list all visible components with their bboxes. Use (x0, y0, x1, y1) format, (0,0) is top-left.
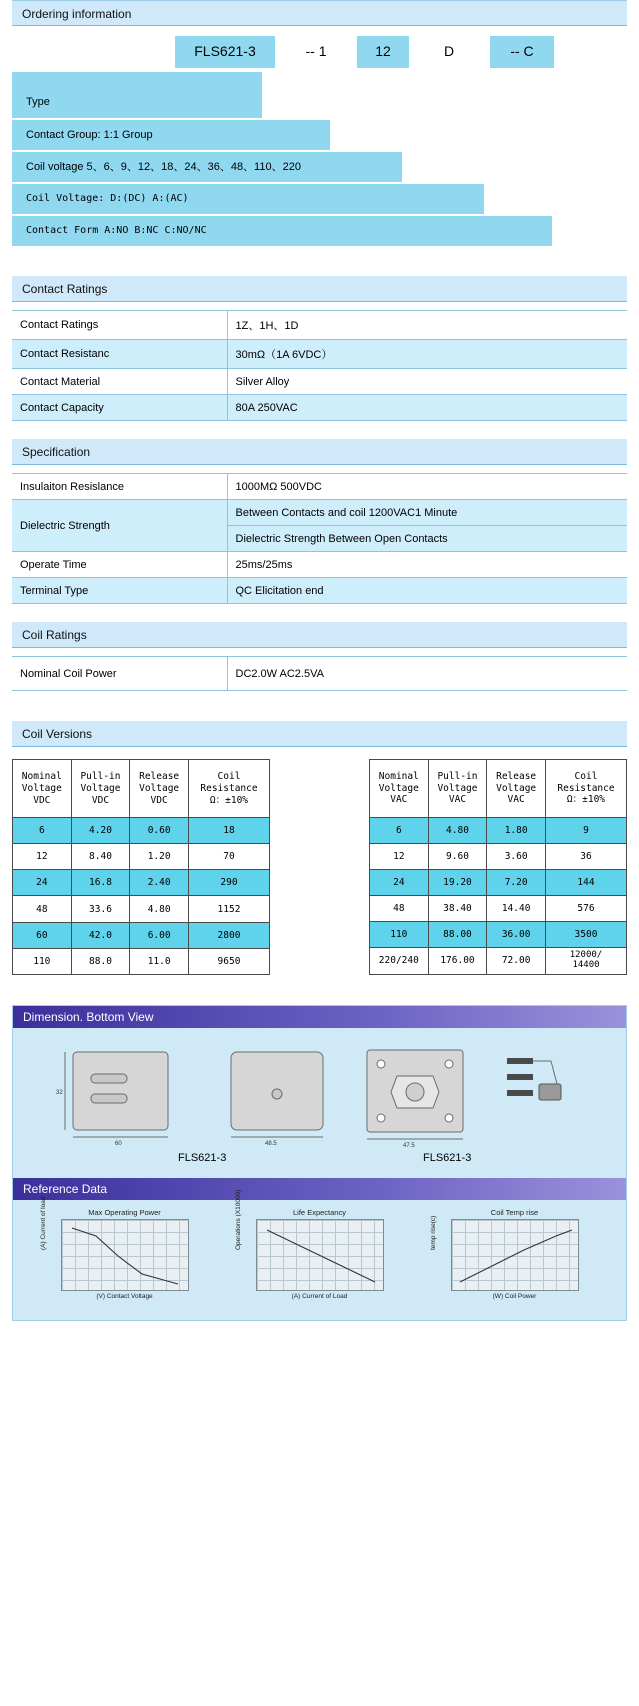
coil-ac-cell: 9.60 (428, 844, 487, 870)
chart-xlabel-2: (W) Coil Power (492, 1292, 537, 1300)
section-header-contact-ratings: Contact Ratings (12, 276, 627, 302)
dimension-side-view-figure (53, 1042, 193, 1152)
coil-dc-cell: 8.40 (71, 844, 130, 870)
contact-ratings-table (12, 310, 627, 421)
ordering-legend-contact-form: Contact Form A:NO B:NC C:NO/NC (12, 216, 552, 246)
dimension-block (12, 1005, 627, 1321)
table-row (370, 948, 627, 975)
table-header-row (370, 760, 627, 818)
dimension-caption-0: FLS621-3 (178, 1151, 227, 1164)
coil-ac-cell: 12000/ 14400 (545, 948, 626, 975)
chart-coil-temp-rise (430, 1208, 600, 1312)
contact-ratings-value-2: Silver Alloy (227, 369, 627, 395)
spacer (0, 421, 639, 439)
coil-dc-cell: 24 (13, 870, 72, 896)
coil-dc-cell: 70 (188, 844, 269, 870)
table-row (13, 818, 270, 844)
table-row (12, 474, 627, 500)
spec-value-3: QC Elicitation end (227, 578, 627, 604)
dimension-front-view-figure (213, 1042, 353, 1152)
coil-dc-cell: 4.20 (71, 818, 130, 844)
coil-ac-cell: 176.00 (428, 948, 487, 975)
coil-ac-cell: 4.80 (428, 818, 487, 844)
chart-ylabel-2: temp rise(c) (429, 1215, 437, 1250)
spec-label-2: Operate Time (12, 552, 227, 578)
table-row (12, 578, 627, 604)
contact-ratings-value-0: 1Z、1H、1D (227, 311, 627, 340)
ordering-legend-type: Type (12, 72, 262, 118)
section-header-dimension: Dimension. Bottom View (13, 1006, 626, 1028)
chart-curve-1 (257, 1220, 385, 1292)
coil-ratings-table (12, 656, 627, 691)
chart-curve-0 (62, 1220, 190, 1292)
spec-label-3: Terminal Type (12, 578, 227, 604)
ordering-legend-coil-voltage: Coil voltage 5、6、9、12、18、24、36、48、110、220 (12, 152, 402, 182)
coil-dc-header-0: Nominal Voltage VDC (13, 760, 72, 818)
coil-ac-cell: 1.80 (487, 818, 546, 844)
order-code-contact-group: -- 1 (305, 43, 327, 59)
coil-ac-cell: 110 (370, 922, 429, 948)
dimension-caption-1: FLS621-3 (423, 1151, 472, 1164)
table-row (12, 657, 627, 691)
ordering-legend-voltage-type: Coil Voltage: D:(DC) A:(AC) (12, 184, 484, 214)
chart-title-1: Life Expectancy (293, 1207, 346, 1217)
coil-ac-cell: 9 (545, 818, 626, 844)
ordering-code-row (12, 26, 627, 72)
table-header-row (13, 760, 270, 818)
coil-dc-header-1: Pull-in Voltage VDC (71, 760, 130, 818)
coil-ac-cell: 144 (545, 870, 626, 896)
order-code-contact-form: -- C (490, 36, 554, 68)
coil-ac-cell: 88.00 (428, 922, 487, 948)
contact-ratings-label-1: Contact Resistanc (12, 340, 227, 369)
chart-ylabel-1: Operations (X10000) (234, 1189, 242, 1250)
table-row (370, 844, 627, 870)
coil-ac-header-3: Coil Resistance Ω：±10% (545, 760, 626, 818)
chart-title-0: Max Operating Power (88, 1207, 161, 1217)
section-header-coil-ratings: Coil Ratings (12, 622, 627, 648)
chart-ylabel-0: (A) Current of load (39, 1196, 47, 1250)
table-row (13, 922, 270, 948)
reference-data-charts (13, 1189, 626, 1320)
coil-dc-cell: 33.6 (71, 896, 130, 922)
coil-dc-cell: 1.20 (130, 844, 189, 870)
spec-value-1b: Dielectric Strength Between Open Contacts (227, 526, 627, 552)
coil-dc-cell: 12 (13, 844, 72, 870)
spacer (0, 691, 639, 721)
coil-dc-cell: 42.0 (71, 922, 130, 948)
spec-label-0: Insulaiton Resislance (12, 474, 227, 500)
coil-ac-cell: 38.40 (428, 896, 487, 922)
coil-ratings-value-0: DC2.0W AC2.5VA (227, 657, 627, 691)
coil-ac-cell: 6 (370, 818, 429, 844)
coil-ac-cell: 7.20 (487, 870, 546, 896)
table-row (13, 844, 270, 870)
contact-ratings-label-0: Contact Ratings (12, 311, 227, 340)
chart-plot-2 (451, 1219, 579, 1291)
table-row (370, 922, 627, 948)
table-row (12, 500, 627, 526)
chart-plot-1 (256, 1219, 384, 1291)
order-code-voltage-type: D (443, 43, 455, 59)
coil-versions-ac-table (369, 759, 627, 975)
dimension-terminal-figure (493, 1050, 583, 1140)
order-code-coil-voltage: 12 (357, 36, 409, 68)
section-header-reference: Reference Data (13, 1178, 626, 1200)
svg-text:32: 32 (56, 1089, 63, 1096)
table-row (12, 311, 627, 340)
coil-dc-cell: 16.8 (71, 870, 130, 896)
chart-life-expectancy (234, 1189, 405, 1312)
coil-ac-header-2: Release Voltage VAC (487, 760, 546, 818)
ordering-legend-rows (12, 72, 627, 246)
coil-ac-header-0: Nominal Voltage VAC (370, 760, 429, 818)
spec-label-1: Dielectric Strength (12, 500, 227, 552)
svg-text:47.5: 47.5 (403, 1142, 415, 1149)
spec-value-1a: Between Contacts and coil 1200VAC1 Minute (227, 500, 627, 526)
section-header-ordering: Ordering information (12, 0, 627, 26)
coil-ac-cell: 12 (370, 844, 429, 870)
coil-ac-cell: 24 (370, 870, 429, 896)
coil-dc-header-3: Coil Resistance Ω：±10% (188, 760, 269, 818)
coil-ac-cell: 36 (545, 844, 626, 870)
chart-xlabel-1: (A) Current of Load (291, 1292, 348, 1300)
spacer (0, 975, 639, 1005)
coil-versions-tables (12, 759, 627, 975)
coil-dc-cell: 1152 (188, 896, 269, 922)
coil-dc-cell: 60 (13, 922, 72, 948)
table-row (13, 870, 270, 896)
coil-ac-cell: 19.20 (428, 870, 487, 896)
table-row (370, 870, 627, 896)
coil-dc-cell: 88.0 (71, 948, 130, 974)
coil-dc-cell: 11.0 (130, 948, 189, 974)
coil-ac-cell: 3.60 (487, 844, 546, 870)
coil-dc-cell: 48 (13, 896, 72, 922)
coil-dc-cell: 9650 (188, 948, 269, 974)
ordering-legend-contact-group: Contact Group: 1:1 Group (12, 120, 330, 150)
table-row (13, 896, 270, 922)
spec-value-0: 1000MΩ 500VDC (227, 474, 627, 500)
table-row (12, 340, 627, 369)
order-code-type: FLS621-3 (175, 36, 275, 68)
spacer (0, 604, 639, 622)
table-row (12, 395, 627, 421)
svg-text:48.5: 48.5 (265, 1140, 277, 1147)
dimension-figures (13, 1028, 626, 1178)
table-row (370, 818, 627, 844)
coil-ac-cell: 576 (545, 896, 626, 922)
contact-ratings-value-1: 30mΩ（1A 6VDC） (227, 340, 627, 369)
coil-ac-cell: 48 (370, 896, 429, 922)
svg-text:60: 60 (115, 1140, 122, 1147)
chart-curve-2 (452, 1220, 580, 1292)
table-row (12, 552, 627, 578)
coil-ac-cell: 3500 (545, 922, 626, 948)
coil-dc-cell: 6 (13, 818, 72, 844)
coil-ac-header-1: Pull-in Voltage VAC (428, 760, 487, 818)
chart-xlabel-0: (V) Contact Voltage (96, 1292, 153, 1300)
chart-title-2: Coil Temp rise (490, 1207, 539, 1217)
coil-ac-cell: 36.00 (487, 922, 546, 948)
section-header-specification: Specification (12, 439, 627, 465)
coil-dc-header-2: Release Voltage VDC (130, 760, 189, 818)
contact-ratings-value-3: 80A 250VAC (227, 395, 627, 421)
ordering-information-diagram (12, 26, 627, 276)
coil-dc-cell: 110 (13, 948, 72, 974)
coil-dc-cell: 6.00 (130, 922, 189, 948)
coil-versions-dc-table (12, 759, 270, 975)
contact-ratings-label-3: Contact Capacity (12, 395, 227, 421)
coil-ac-cell: 72.00 (487, 948, 546, 975)
coil-ratings-label-0: Nominal Coil Power (12, 657, 227, 691)
section-header-coil-versions: Coil Versions (12, 721, 627, 747)
chart-max-operating-power (39, 1196, 210, 1312)
chart-plot-0 (61, 1219, 189, 1291)
coil-dc-cell: 2.40 (130, 870, 189, 896)
contact-ratings-label-2: Contact Material (12, 369, 227, 395)
coil-dc-cell: 290 (188, 870, 269, 896)
coil-dc-cell: 4.80 (130, 896, 189, 922)
coil-dc-cell: 2800 (188, 922, 269, 948)
table-row (13, 948, 270, 974)
coil-dc-cell: 0.60 (130, 818, 189, 844)
table-row (12, 369, 627, 395)
table-row (370, 896, 627, 922)
coil-dc-cell: 18 (188, 818, 269, 844)
dimension-bottom-view-figure (351, 1042, 491, 1152)
spec-value-2: 25ms/25ms (227, 552, 627, 578)
coil-ac-cell: 14.40 (487, 896, 546, 922)
specification-table (12, 473, 627, 604)
coil-ac-cell: 220/240 (370, 948, 429, 975)
